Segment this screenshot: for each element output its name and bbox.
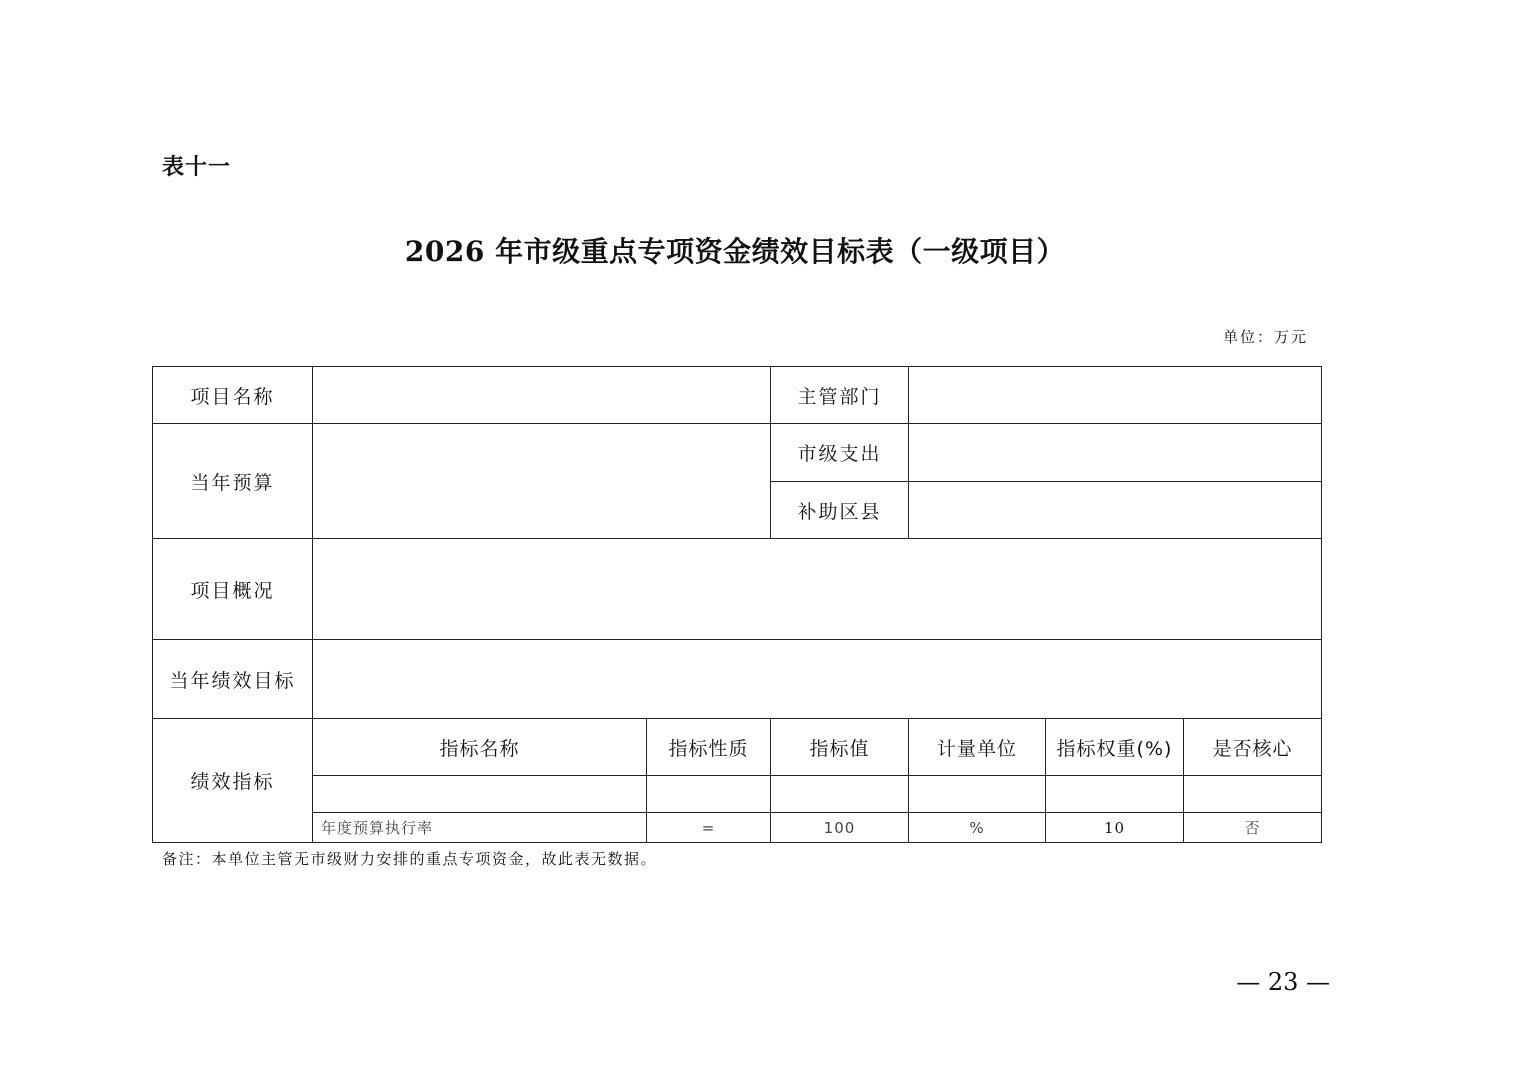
page-number: — 23 — (1236, 968, 1330, 996)
table-cell: = (647, 813, 771, 843)
indicator-label: 绩效指标 (153, 719, 313, 843)
annual-budget-label: 当年预算 (153, 424, 313, 539)
annual-budget-value (313, 424, 771, 539)
column-header-indicator-value: 指标值 (771, 719, 909, 776)
unit-label: 单位：万元 (1222, 328, 1308, 346)
row-annual-goal (153, 640, 1322, 719)
column-header-is-core: 是否核心 (1184, 719, 1322, 776)
column-header-unit: 计量单位 (909, 719, 1046, 776)
table-cell: 100 (771, 813, 909, 843)
department-value (909, 367, 1322, 424)
table-cell (647, 776, 771, 813)
table-cell (771, 776, 909, 813)
table-row (153, 776, 1322, 813)
annual-goal-value (313, 640, 1322, 719)
table-cell: % (909, 813, 1046, 843)
district-subsidy-label: 补助区县 (771, 482, 909, 539)
column-header-indicator-nature: 指标性质 (647, 719, 771, 776)
table-row (153, 813, 1322, 843)
table-cell: 否 (1184, 813, 1322, 843)
table-cell: 10 (1046, 813, 1184, 843)
row-overview (153, 539, 1322, 640)
performance-target-table (152, 366, 1322, 843)
overview-label: 项目概况 (153, 539, 313, 640)
overview-value (313, 539, 1322, 640)
table-cell (1184, 776, 1322, 813)
district-subsidy-value (909, 482, 1322, 539)
city-expense-label: 市级支出 (771, 424, 909, 482)
city-expense-value (909, 424, 1322, 482)
footnote: 备注：本单位主管无市级财力安排的重点专项资金，故此表无数据。 (162, 850, 658, 868)
annual-goal-label: 当年绩效目标 (153, 640, 313, 719)
department-label: 主管部门 (771, 367, 909, 424)
project-name-label: 项目名称 (153, 367, 313, 424)
indicator-header-row (153, 719, 1322, 776)
row-project-name (153, 367, 1322, 424)
column-header-indicator-name: 指标名称 (313, 719, 647, 776)
table-cell (313, 776, 647, 813)
table-cell (1046, 776, 1184, 813)
table-cell (909, 776, 1046, 813)
row-city-expense (153, 424, 1322, 482)
column-header-weight: 指标权重(%) (1046, 719, 1184, 776)
table-cell: 年度预算执行率 (313, 813, 647, 843)
document-title: 2026 年市级重点专项资金绩效目标表（一级项目） (404, 235, 1066, 268)
project-name-value (313, 367, 771, 424)
table-label: 表十一 (162, 155, 232, 180)
